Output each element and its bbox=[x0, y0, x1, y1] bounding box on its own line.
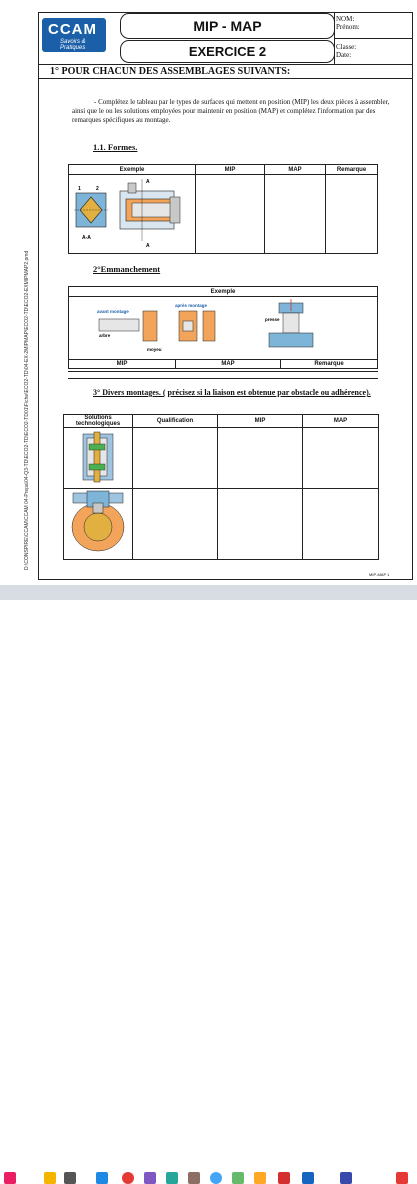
emmanchement-heading: 2°Emmanchement bbox=[93, 264, 161, 274]
figure-label: avant montage bbox=[97, 309, 129, 314]
col-map: MAP bbox=[176, 360, 281, 369]
intro-text: - Complétez le tableau par le types de surfaces qui mettent en position (MIP) les deux pièces à assembler, ainsi que le ou les solutions employées pour maintenir en position (MAP) et complétez l'information par des remarques spécifiques au montage. bbox=[72, 98, 390, 124]
header-divider bbox=[334, 38, 412, 39]
logo-main: CCAM bbox=[48, 21, 97, 38]
figure-label: arbre bbox=[99, 333, 111, 338]
formes-heading: 1.1. Formes. bbox=[93, 142, 138, 152]
logo-sub: Savoirs & Pratiques bbox=[60, 39, 86, 51]
col-solutions: Solutions technologiques bbox=[64, 415, 133, 428]
figure-label: 1 bbox=[78, 186, 81, 192]
figure-label: A-A bbox=[82, 235, 91, 241]
logo bbox=[42, 18, 106, 52]
files-icon[interactable] bbox=[96, 1172, 108, 1184]
figure-label: presse bbox=[265, 317, 280, 322]
col-mip: MIP bbox=[218, 415, 303, 428]
keyed-shaft-figure bbox=[70, 175, 194, 251]
col-remarque: Remarque bbox=[281, 360, 378, 369]
office-icon[interactable] bbox=[302, 1172, 314, 1184]
table-rule bbox=[68, 371, 378, 372]
emmanchement-figure-cell bbox=[69, 297, 378, 360]
col-remarque: Remarque bbox=[326, 165, 378, 175]
settings-icon[interactable] bbox=[144, 1172, 156, 1184]
app-icon[interactable] bbox=[232, 1172, 244, 1184]
web-icon[interactable] bbox=[210, 1172, 222, 1184]
figure-label: après montage bbox=[175, 303, 208, 308]
nom-label: NOM: bbox=[336, 15, 355, 23]
formes-table bbox=[68, 164, 378, 254]
pin-assembly-figure bbox=[65, 428, 131, 486]
camera-icon[interactable] bbox=[166, 1172, 178, 1184]
terminal-icon[interactable] bbox=[64, 1172, 76, 1184]
video-icon[interactable] bbox=[340, 1172, 352, 1184]
app-icon[interactable] bbox=[254, 1172, 266, 1184]
exercise-box: EXERCICE 2 bbox=[120, 40, 335, 63]
media-icon[interactable] bbox=[188, 1172, 200, 1184]
col-mip: MIP bbox=[69, 360, 176, 369]
figure-label: 2 bbox=[96, 186, 99, 192]
press-fit-figure bbox=[69, 297, 377, 357]
document-page bbox=[0, 0, 417, 585]
launcher-icon[interactable] bbox=[4, 1172, 16, 1184]
divers-figure-cell bbox=[64, 489, 133, 560]
name-fields bbox=[336, 15, 410, 31]
header-underline bbox=[38, 64, 412, 65]
col-exemple: Exemple bbox=[69, 165, 196, 175]
class-fields bbox=[336, 43, 410, 59]
col-mip: MIP bbox=[196, 165, 265, 175]
figure-label: A bbox=[146, 243, 150, 249]
col-exemple: Exemple bbox=[69, 287, 378, 297]
formes-figure-cell bbox=[69, 175, 196, 254]
prenom-label: Prénom: bbox=[336, 23, 360, 31]
figure-label: A bbox=[146, 179, 150, 185]
youtube-icon[interactable] bbox=[396, 1172, 408, 1184]
title-box: MIP - MAP bbox=[120, 13, 335, 39]
section-heading: 1° POUR CHACUN DES ASSEMBLAGES SUIVANTS: bbox=[50, 66, 291, 77]
divers-heading: 3° Divers montages. ( précisez si la liaison est obtenue par obstacle ou adhérence). bbox=[93, 388, 371, 397]
table-rule bbox=[68, 378, 378, 379]
classe-label: Classe: bbox=[336, 43, 357, 51]
col-map: MAP bbox=[265, 165, 326, 175]
mail-icon[interactable] bbox=[278, 1172, 290, 1184]
section-rule bbox=[38, 78, 412, 79]
col-qualification: Qualification bbox=[133, 415, 218, 428]
col-map: MAP bbox=[303, 415, 379, 428]
emmanchement-table bbox=[68, 286, 378, 369]
date-label: Date: bbox=[336, 51, 352, 59]
divers-figure-cell bbox=[64, 428, 133, 489]
page-footer: MIP-MAP 1 bbox=[369, 572, 390, 577]
figure-label: moyeu bbox=[147, 347, 162, 352]
clamp-assembly-figure bbox=[65, 489, 131, 557]
divers-table bbox=[63, 414, 379, 560]
chrome-icon[interactable] bbox=[122, 1172, 134, 1184]
margin-file-path: D:\CONSPIRE\CCAM\CCAM 04-Prepa\04-Q3-TD\ECO2-TD\ECO2-TD01\Fiche\ECO2-TD\04-EX-2MIPMAP\ECO2-TD\ECO2-EXMIPMAP2.pmd bbox=[24, 250, 30, 570]
pen-icon[interactable] bbox=[44, 1172, 56, 1184]
taskbar bbox=[0, 585, 417, 600]
